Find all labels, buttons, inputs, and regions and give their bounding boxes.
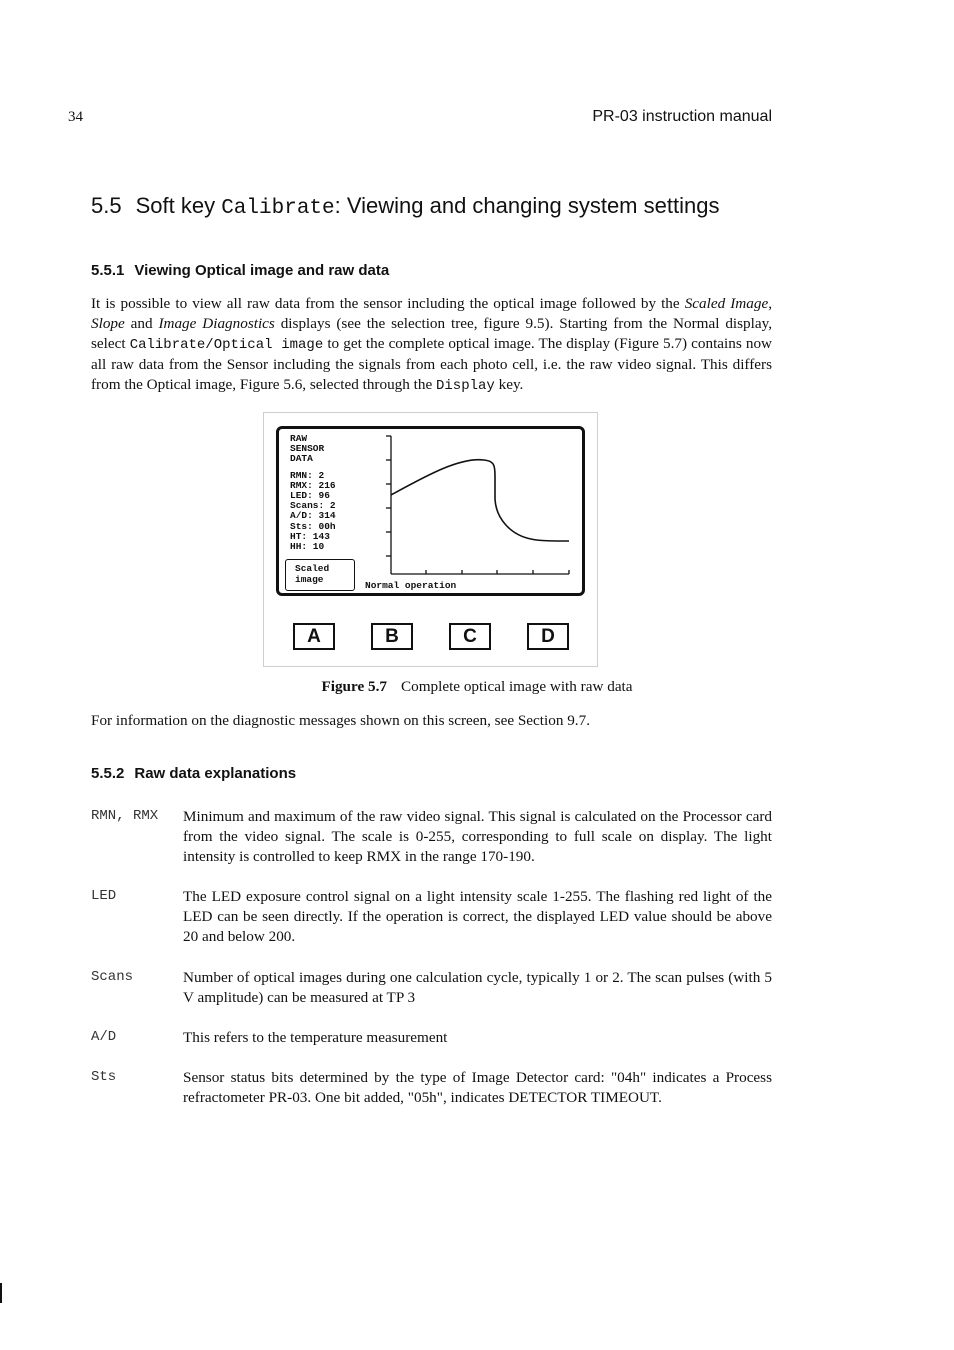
margin-change-bar — [0, 1283, 2, 1303]
readout-hh: HH: 10 — [290, 541, 325, 553]
subsection-heading-5-5-1 — [91, 262, 389, 279]
raw-video-signal-curve — [391, 460, 569, 541]
definition-term: Scans — [91, 969, 134, 985]
figure-5-7 — [263, 412, 598, 667]
para-italic-image-diagnostics: Image Diagnostics — [158, 315, 275, 332]
definition-description: This refers to the temperature measurement — [183, 1029, 448, 1046]
para-code-calibrate-optical: Calibrate/Optical image — [129, 337, 324, 353]
heading-line: DATA — [290, 453, 313, 465]
section-title-code: Calibrate — [221, 197, 335, 220]
soft-key-d: D — [527, 623, 569, 650]
para-text: , — [768, 295, 772, 312]
para-code-display: Display — [436, 378, 495, 394]
soft-label-line: Scaled — [295, 563, 330, 574]
soft-key-c: C — [449, 623, 491, 650]
status-message: Normal operation — [365, 580, 457, 591]
definition-description: Number of optical images during one calculation cycle, typically 1 or 2. The scan pulses (with 5 V amplitude) can be measured at TP 3 — [183, 969, 772, 1006]
para-text: and — [124, 315, 159, 332]
readout-rmn: RMN: 2 — [290, 469, 325, 481]
definition-description: Sensor status bits determined by the type of Image Detector card: "04h" indicates a Process refractometer PR-03. One bit added, "05h", indicates DETECTOR TIMEOUT. — [183, 1069, 772, 1106]
subsection-heading-5-5-2 — [91, 765, 296, 782]
section-title-prefix: Soft key — [135, 193, 216, 218]
definition-term: Sts — [91, 1069, 117, 1085]
para-text: displays (see the selection tree, figure 9.5). Starting from the Normal display, select — [91, 315, 772, 352]
subsection-title: Viewing Optical image and raw data — [134, 262, 390, 279]
definition-term: A/D — [91, 1029, 117, 1045]
section-title-suffix: : Viewing and changing system settings — [334, 193, 720, 218]
definition-description: Minimum and maximum of the raw video signal. This signal is calculated on the Processor card from the video signal. The scale is 0-255, corresponding to full scale on display. The light intensity is controlled to keep RMX in the range 170-190. — [183, 808, 772, 865]
readout-led: LED: 96 — [290, 490, 330, 502]
definition-description: The LED exposure control signal on a light intensity scale 1-255. The flashing red light of the LED can be seen directly. If the operation is correct, the displayed LED value should be above 20 and below 200. — [183, 888, 772, 945]
readout-ad: A/D: 314 — [290, 510, 336, 522]
definition-term: RMN, RMX — [91, 808, 159, 824]
readout-sts: Sts: 00h — [290, 520, 336, 532]
readout-scans: Scans: 2 — [290, 500, 336, 512]
caption-label: Figure 5.7 — [321, 678, 387, 695]
section-number: 5.5 — [91, 193, 122, 218]
para-italic-scaled-image: Scaled Image — [684, 295, 769, 312]
heading-line: RAW — [290, 433, 308, 444]
page-number: 34 — [68, 109, 83, 125]
raw-data-readout — [290, 434, 336, 552]
soft-label-line: image — [295, 573, 324, 585]
readout-ht: HT: 143 — [290, 530, 330, 542]
para-italic-slope: Slope — [91, 315, 125, 332]
raw-video-signal-plot — [379, 431, 579, 581]
readout-rmx: RMX: 216 — [290, 479, 336, 491]
figure-caption — [0, 678, 954, 696]
subsection-title: Raw data explanations — [134, 765, 297, 782]
scaled-image-soft-label — [285, 559, 355, 591]
caption-text: Complete optical image with raw data — [400, 678, 633, 695]
section-heading — [91, 193, 719, 220]
definition-term: LED — [91, 888, 117, 904]
soft-key-a: A — [293, 623, 335, 650]
info-paragraph: For information on the diagnostic messages shown on this screen, see Section 9.7. — [91, 712, 590, 729]
para-text: key. — [494, 376, 524, 393]
heading-line: SENSOR — [290, 443, 325, 455]
lcd-screen — [276, 426, 585, 596]
soft-key-b: B — [371, 623, 413, 650]
para-text: to get the complete optical image. The display (Figure 5.7) contains now all raw data from the Sensor including the signals from each photo cell, i.e. the raw video signal. This differs from the Optical image, Figure 5.6, selected through the — [91, 335, 773, 393]
subsection-number: 5.5.1 — [91, 262, 125, 279]
running-title: PR-03 instruction manual — [592, 108, 772, 125]
para-text: It is possible to view all raw data from the sensor including the optical image followed by the — [91, 295, 685, 312]
intro-paragraph — [91, 294, 772, 396]
subsection-number: 5.5.2 — [91, 765, 125, 782]
